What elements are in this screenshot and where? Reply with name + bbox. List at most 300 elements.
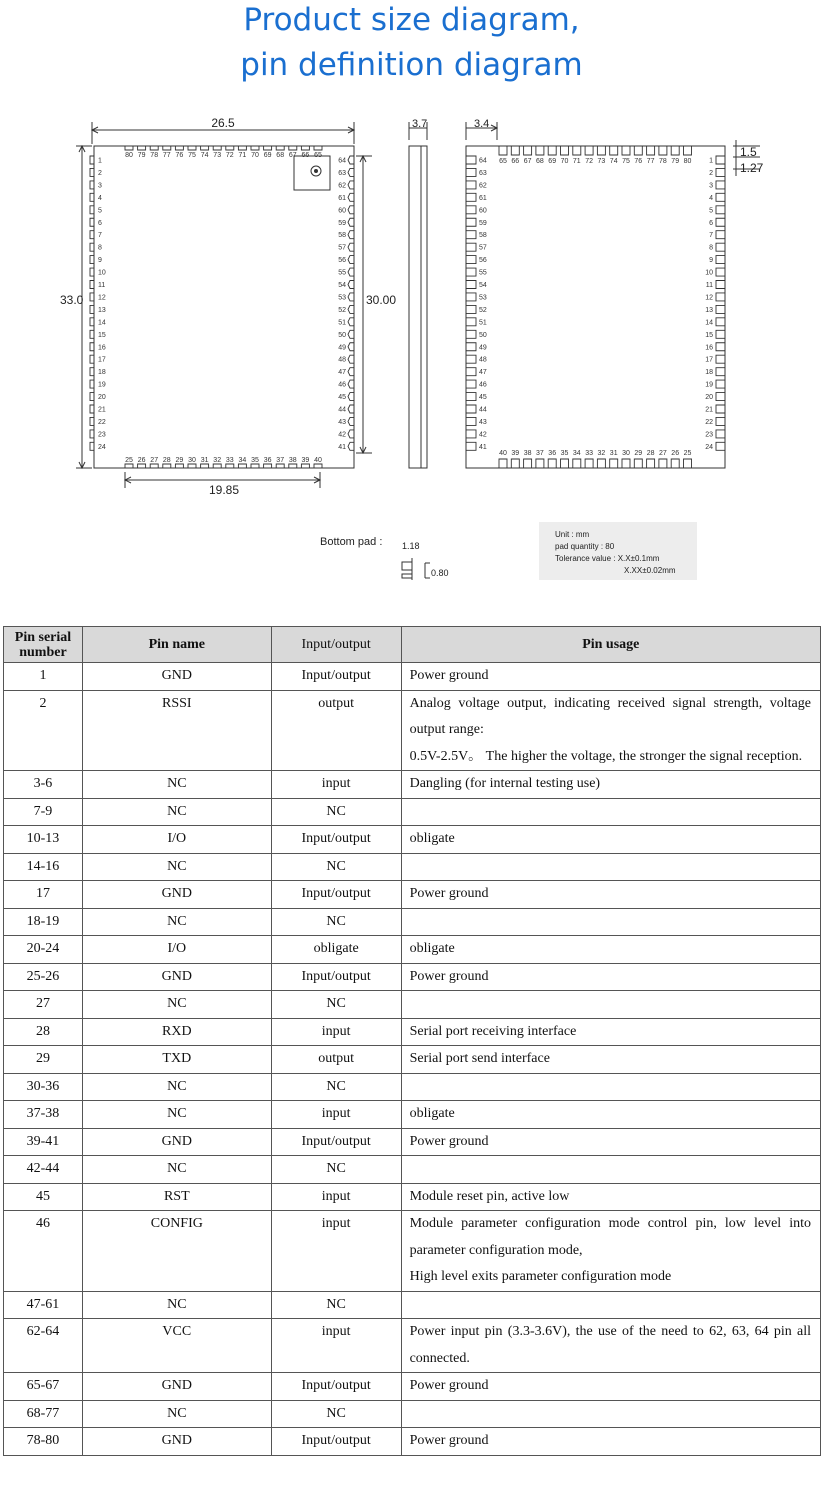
table-row xyxy=(4,1319,821,1373)
table-row xyxy=(4,1373,821,1401)
page-title-line-2: pin definition diagram xyxy=(240,47,583,83)
bottom-view-pad xyxy=(466,168,476,176)
pin-serial-cell: 10-13 xyxy=(4,826,83,854)
pin-name-cell: GND xyxy=(82,1128,271,1156)
pin-number-label: 3 xyxy=(98,182,102,190)
pin-serial-cell: 47-61 xyxy=(4,1291,83,1319)
bottom-view-pad xyxy=(610,459,618,468)
pin-name-cell: NC xyxy=(82,1400,271,1428)
pin-name-cell: NC xyxy=(82,991,271,1019)
pin-number-label: 64 xyxy=(338,157,346,165)
bottom-view-pad xyxy=(659,146,667,155)
pin-usage-cell xyxy=(401,690,820,771)
pin-number-label: 36 xyxy=(263,457,272,464)
pin-number-label: 4 xyxy=(98,194,102,202)
pin-number-label: 39 xyxy=(301,457,310,464)
left-pad xyxy=(90,168,94,176)
pin-io-cell: input xyxy=(271,1183,401,1211)
pin-number-label: 73 xyxy=(597,158,606,165)
pin-number-label: 16 xyxy=(705,344,713,352)
pin-number-label: 16 xyxy=(98,344,106,352)
pin-name-cell: GND xyxy=(82,663,271,691)
top-pad xyxy=(301,146,309,150)
pin-number-label: 50 xyxy=(338,331,346,339)
pin-number-label: 43 xyxy=(479,418,487,426)
pin-number-label: 71 xyxy=(572,158,581,165)
page-title-line-1: Product size diagram, xyxy=(243,2,580,38)
right-pad xyxy=(348,393,354,401)
pin-number-label: 67 xyxy=(288,152,297,159)
bottom-view-pad xyxy=(466,156,476,164)
bottom-view-pad xyxy=(716,206,725,214)
pin-number-label: 46 xyxy=(338,381,346,389)
pin-number-label: 51 xyxy=(479,319,487,327)
pin-usage-cell xyxy=(401,1128,820,1156)
pin-usage-cell xyxy=(401,1073,820,1101)
pin-number-label: 31 xyxy=(200,457,209,464)
right-pad xyxy=(348,256,354,264)
bottom-view-pad xyxy=(466,293,476,301)
pin-usage-text: obligate xyxy=(409,1106,455,1121)
bottom-view-pad xyxy=(597,459,605,468)
pin-number-label: 5 xyxy=(98,207,102,215)
bottom-view-pad xyxy=(466,330,476,338)
pin-name-cell: NC xyxy=(82,771,271,799)
pin-number-label: 55 xyxy=(479,269,487,277)
height-label: 33.0 xyxy=(60,293,84,307)
pin-usage-cell xyxy=(401,798,820,826)
bottom-view-pad xyxy=(716,156,725,164)
pin-usage-text: 0.5V-2.5V。 The higher the voltage, the stronger the signal reception. xyxy=(409,748,803,764)
pin-number-label: 14 xyxy=(98,319,106,327)
bottom-view-pad xyxy=(561,146,569,155)
pin-io-cell: NC xyxy=(271,1156,401,1184)
bottom-pad xyxy=(188,464,196,468)
pin-usage-cell xyxy=(401,1319,820,1373)
pin-number-label: 46 xyxy=(479,381,487,389)
bottom-view-pad xyxy=(716,417,725,425)
bottom-view-pad xyxy=(466,343,476,351)
notes-pad-quantity: pad quantity : 80 xyxy=(555,542,615,551)
pin-number-label: 41 xyxy=(479,443,487,451)
bottom-view-pad xyxy=(466,268,476,276)
bottom-view-pad xyxy=(716,268,725,276)
left-pad xyxy=(90,355,94,363)
pin-number-label: 50 xyxy=(479,331,487,339)
pin-number-label: 6 xyxy=(709,219,713,227)
header-pin-serial-number: Pin serial number xyxy=(4,627,83,663)
bottom-pad xyxy=(213,464,221,468)
pin-usage-cell xyxy=(401,1183,820,1211)
module-side-view xyxy=(409,146,427,468)
pin-serial-cell: 45 xyxy=(4,1183,83,1211)
pin-number-label: 57 xyxy=(479,244,487,252)
pin-number-label: 76 xyxy=(634,158,643,165)
bottom-view-pad xyxy=(466,206,476,214)
bottom-view-pad xyxy=(511,459,519,468)
pin-number-label: 80 xyxy=(125,152,133,159)
pin-number-label: 17 xyxy=(98,356,106,364)
pin-number-label: 47 xyxy=(479,369,487,377)
left-pad xyxy=(90,243,94,251)
pin-name-cell: NC xyxy=(82,1073,271,1101)
notes-tolerance-2: X.XX±0.02mm xyxy=(624,566,676,575)
pin-serial-cell: 28 xyxy=(4,1018,83,1046)
pin-number-label: 72 xyxy=(585,158,593,165)
pin-number-label: 62 xyxy=(338,182,346,190)
bottom-view-pad xyxy=(716,430,725,438)
bottom-view-pad xyxy=(647,146,655,155)
bottom-view-pad xyxy=(716,442,725,450)
bottom-view-pad xyxy=(536,146,544,155)
pin-usage-text: Power ground xyxy=(409,886,489,901)
pin-usage-text: High level exits parameter configuration mode xyxy=(409,1269,672,1284)
right-pad xyxy=(348,380,354,388)
pin-serial-cell: 18-19 xyxy=(4,908,83,936)
pin-number-label: 53 xyxy=(479,294,487,302)
pad-pitch-label: 1.27 xyxy=(740,161,764,175)
pin-number-label: 66 xyxy=(301,152,310,159)
pin-usage-text: Power ground xyxy=(409,1133,489,1149)
bottom-pad xyxy=(314,464,322,468)
right-pad xyxy=(348,268,354,276)
bottom-view-pad xyxy=(466,281,476,289)
left-pad xyxy=(90,156,94,164)
bottom-pad-length: 1.18 xyxy=(402,541,420,551)
pin-number-label: 41 xyxy=(338,443,346,451)
pin-name-cell: NC xyxy=(82,798,271,826)
pin-number-label: 23 xyxy=(705,431,713,439)
pin-io-cell: NC xyxy=(271,1400,401,1428)
pin-number-label: 79 xyxy=(671,158,680,165)
bottom-view-pad xyxy=(716,393,725,401)
pin-number-label: 18 xyxy=(98,369,106,377)
top-pad xyxy=(289,146,297,150)
bottom-view-pad xyxy=(466,430,476,438)
table-row xyxy=(4,826,821,854)
pin-io-cell: NC xyxy=(271,1073,401,1101)
table-row xyxy=(4,1428,821,1456)
right-pad xyxy=(348,318,354,326)
pin-serial-cell: 37-38 xyxy=(4,1101,83,1129)
bottom-pad xyxy=(226,464,234,468)
pin-number-label: 58 xyxy=(479,232,487,240)
right-pad xyxy=(348,417,354,425)
pin-name-cell: I/O xyxy=(82,826,271,854)
table-row xyxy=(4,771,821,799)
pin-number-label: 38 xyxy=(523,450,532,457)
pin-serial-cell: 62-64 xyxy=(4,1319,83,1373)
bottom-view-pad xyxy=(466,368,476,376)
pin-number-label: 26 xyxy=(137,457,146,464)
pin-serial-cell: 25-26 xyxy=(4,963,83,991)
pin-number-label: 59 xyxy=(338,219,346,227)
pin-serial-cell: 78-80 xyxy=(4,1428,83,1456)
pin-number-label: 19 xyxy=(98,381,106,389)
bottom-pad xyxy=(289,464,297,468)
pin-io-cell: NC xyxy=(271,908,401,936)
pin-number-label: 78 xyxy=(659,158,667,165)
top-pad xyxy=(150,146,158,150)
pin-name-cell: NC xyxy=(82,853,271,881)
header-pin-name: Pin name xyxy=(82,627,271,663)
bottom-view-pad xyxy=(634,146,642,155)
bottom-view-pad xyxy=(466,355,476,363)
bottom-view-pad xyxy=(671,146,679,155)
pin-number-label: 21 xyxy=(705,406,713,414)
pin-number-label: 38 xyxy=(288,457,297,464)
pin-io-cell: Input/output xyxy=(271,1373,401,1401)
top-pad xyxy=(314,146,322,150)
pin-number-label: 56 xyxy=(338,257,346,265)
pin-number-label: 76 xyxy=(175,152,184,159)
pin-usage-cell xyxy=(401,1156,820,1184)
header-pin-usage: Pin usage xyxy=(401,627,820,663)
pin-number-label: 26 xyxy=(671,450,680,457)
pin-number-label: 12 xyxy=(705,294,713,302)
pin-usage-text: obligate xyxy=(409,831,455,846)
pin-number-label: 28 xyxy=(162,457,171,464)
pin-number-label: 40 xyxy=(499,450,507,457)
pin-name-cell: TXD xyxy=(82,1046,271,1074)
pin-number-label: 69 xyxy=(548,158,557,165)
pin-number-label: 44 xyxy=(479,406,487,414)
bottom-pad xyxy=(125,464,133,468)
table-row xyxy=(4,1291,821,1319)
left-pad xyxy=(90,430,94,438)
bottom-view-pad xyxy=(466,305,476,313)
pin-serial-cell: 20-24 xyxy=(4,936,83,964)
pin-usage-cell xyxy=(401,1291,820,1319)
pin-number-label: 7 xyxy=(98,232,102,240)
top-pad xyxy=(125,146,133,150)
pin-number-label: 56 xyxy=(479,257,487,265)
left-pad xyxy=(90,343,94,351)
right-pad xyxy=(348,243,354,251)
pin-name-cell: GND xyxy=(82,1373,271,1401)
bottom-view-pad xyxy=(536,459,544,468)
pin-number-label: 68 xyxy=(536,158,544,165)
pin-name-cell: RST xyxy=(82,1183,271,1211)
pin-number-label: 32 xyxy=(213,457,222,464)
bottom-view-pad xyxy=(716,380,725,388)
pin-io-cell: NC xyxy=(271,853,401,881)
bottom-pad xyxy=(276,464,284,468)
pin-usage-text: obligate xyxy=(409,941,455,956)
pad-length-label: 1.5 xyxy=(740,145,757,159)
pin-number-label: 20 xyxy=(98,394,106,402)
pin-name-cell: NC xyxy=(82,908,271,936)
right-pad xyxy=(348,218,354,226)
pin-number-label: 13 xyxy=(98,306,106,314)
pin-number-label: 5 xyxy=(709,207,713,215)
pin-usage-cell xyxy=(401,1400,820,1428)
table-row xyxy=(4,663,821,691)
pin-number-label: 25 xyxy=(683,450,692,457)
pin-number-label: 75 xyxy=(622,158,630,165)
pin-number-label: 53 xyxy=(338,294,346,302)
bottom-pad xyxy=(150,464,158,468)
pin-number-label: 1 xyxy=(709,157,713,165)
pin-usage-text: Power ground xyxy=(409,1433,489,1448)
pin-number-label: 37 xyxy=(536,450,544,457)
bottom-view-pad xyxy=(716,293,725,301)
left-pad xyxy=(90,318,94,326)
pin-number-label: 75 xyxy=(188,152,196,159)
pin-io-cell: input xyxy=(271,1211,401,1292)
bottom-view-pad xyxy=(647,459,655,468)
pin-number-label: 1 xyxy=(98,157,102,165)
bottom-view-pad xyxy=(548,146,556,155)
bottom-view-pad xyxy=(716,231,725,239)
top-pad xyxy=(201,146,209,150)
pin-number-label: 31 xyxy=(609,450,618,457)
pin-usage-text: Module reset pin, active low xyxy=(409,1188,570,1204)
table-row xyxy=(4,908,821,936)
bottom-view-pad xyxy=(716,355,725,363)
bottom-view-pad xyxy=(466,218,476,226)
bottom-view-pad xyxy=(585,459,593,468)
pin-number-label: 77 xyxy=(646,158,655,165)
table-row xyxy=(4,1073,821,1101)
pin-number-label: 64 xyxy=(479,157,487,165)
right-pad xyxy=(348,330,354,338)
pin-usage-cell xyxy=(401,1373,820,1401)
pin-number-label: 18 xyxy=(705,369,713,377)
module-bottom-view-outline xyxy=(466,146,725,468)
bottom-view-pad xyxy=(466,393,476,401)
pin-io-cell: output xyxy=(271,690,401,771)
pin-usage-text: Power ground xyxy=(409,968,489,984)
right-pad xyxy=(348,368,354,376)
bottom-view-pad xyxy=(573,146,581,155)
pin-number-label: 39 xyxy=(511,450,520,457)
table-row xyxy=(4,1156,821,1184)
pin-name-cell: GND xyxy=(82,881,271,909)
bottom-view-pad xyxy=(716,181,725,189)
top-pad xyxy=(213,146,221,150)
pin-usage-cell xyxy=(401,853,820,881)
pin-number-label: 21 xyxy=(98,406,106,414)
table-row xyxy=(4,1183,821,1211)
pin-number-label: 8 xyxy=(709,244,713,252)
pin-definition-table xyxy=(3,626,821,1456)
pin-number-label: 61 xyxy=(479,194,487,202)
pin-number-label: 14 xyxy=(705,319,713,327)
table-row xyxy=(4,690,821,771)
pin-number-label: 67 xyxy=(523,158,532,165)
pin-serial-cell: 46 xyxy=(4,1211,83,1292)
bottom-view-pad xyxy=(716,305,725,313)
bottom-view-pad xyxy=(597,146,605,155)
left-pad xyxy=(90,405,94,413)
pin-row-width-label: 19.85 xyxy=(208,483,240,497)
pin-number-label: 24 xyxy=(705,443,713,451)
pin-number-label: 17 xyxy=(705,356,713,364)
pin-serial-cell: 27 xyxy=(4,991,83,1019)
pin-number-label: 22 xyxy=(98,418,106,426)
pin-number-label: 40 xyxy=(314,457,322,464)
pin-number-label: 79 xyxy=(137,152,146,159)
pin-usage-text: Module parameter configuration mode control pin, low level into parameter configuration mode, xyxy=(409,1216,811,1258)
bottom-pad xyxy=(138,464,146,468)
pin-number-label: 51 xyxy=(338,319,346,327)
pin-number-label: 32 xyxy=(597,450,606,457)
pin-number-label: 43 xyxy=(338,418,346,426)
bottom-view-pad xyxy=(466,243,476,251)
bottom-view-pad xyxy=(561,459,569,468)
pin-number-label: 59 xyxy=(479,219,487,227)
table-row xyxy=(4,1128,821,1156)
right-pad xyxy=(348,430,354,438)
module-dimension-diagram xyxy=(0,100,823,600)
pin-name-cell: RXD xyxy=(82,1018,271,1046)
pin-number-label: 30 xyxy=(188,457,196,464)
bottom-view-pad xyxy=(466,405,476,413)
pin-number-label: 30 xyxy=(622,450,630,457)
bottom-pad-detail xyxy=(402,562,412,570)
pin-io-cell: Input/output xyxy=(271,663,401,691)
pin-usage-text: Power ground xyxy=(409,668,489,683)
pin-serial-cell: 30-36 xyxy=(4,1073,83,1101)
bottom-pad xyxy=(251,464,259,468)
bottom-view-pad xyxy=(499,459,507,468)
pin-io-cell: Input/output xyxy=(271,1428,401,1456)
pin-number-label: 80 xyxy=(683,158,692,165)
bottom-view-pad xyxy=(524,459,532,468)
pin-io-cell: Input/output xyxy=(271,826,401,854)
pin-number-label: 22 xyxy=(705,418,713,426)
pin-number-label: 69 xyxy=(263,152,272,159)
bottom-view-pad xyxy=(716,256,725,264)
pin-usage-text: Analog voltage output, indicating received signal strength, voltage output range: xyxy=(409,695,811,737)
dimension-drawing xyxy=(0,100,823,600)
pin-name-cell: NC xyxy=(82,1291,271,1319)
pad-offset-label: 3.4 xyxy=(474,118,490,130)
pin-usage-cell xyxy=(401,1211,820,1292)
pin-serial-cell: 39-41 xyxy=(4,1128,83,1156)
table-row xyxy=(4,936,821,964)
left-pad xyxy=(90,393,94,401)
header-input-output: Input/output xyxy=(271,627,401,663)
right-pad xyxy=(348,181,354,189)
pin-number-label: 24 xyxy=(98,443,106,451)
pin-number-label: 23 xyxy=(98,431,106,439)
top-pad xyxy=(276,146,284,150)
bottom-view-pad xyxy=(466,193,476,201)
pin-number-label: 15 xyxy=(705,331,713,339)
left-pad xyxy=(90,218,94,226)
pin-usage-text: Power input pin (3.3-3.6V), the use of the need to 62, 63, 64 pin all connected. xyxy=(409,1324,811,1366)
left-pad xyxy=(90,206,94,214)
top-pad xyxy=(163,146,171,150)
pin-usage-cell xyxy=(401,1018,820,1046)
pin-number-label: 10 xyxy=(705,269,713,277)
pin-name-cell: GND xyxy=(82,963,271,991)
pin-name-cell: RSSI xyxy=(82,690,271,771)
left-pad xyxy=(90,380,94,388)
width-label: 26.5 xyxy=(211,116,235,130)
pin-usage-cell xyxy=(401,826,820,854)
left-pad xyxy=(90,417,94,425)
pin-number-label: 35 xyxy=(251,457,259,464)
pin-io-cell: obligate xyxy=(271,936,401,964)
pin-number-label: 65 xyxy=(499,158,507,165)
pin-number-label: 6 xyxy=(98,219,102,227)
pin-io-cell: input xyxy=(271,1101,401,1129)
left-pad xyxy=(90,193,94,201)
left-pad xyxy=(90,281,94,289)
